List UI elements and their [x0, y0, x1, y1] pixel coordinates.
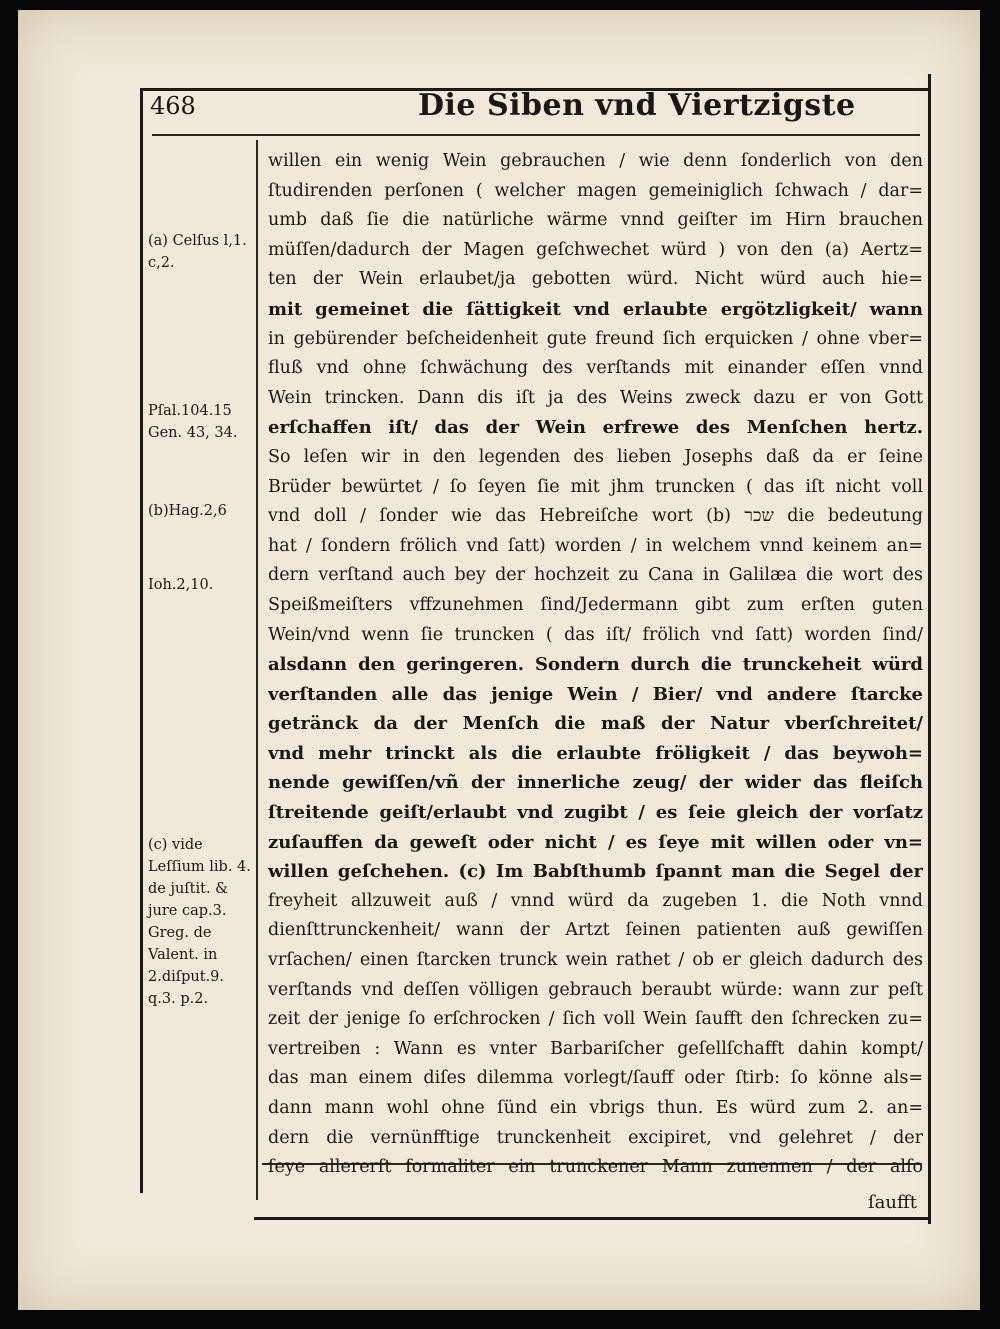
running-head: Die Siben vnd Viertzigste [418, 88, 856, 123]
catchword: ſaufft [868, 1192, 918, 1213]
body-line: ſtreitende geiſt/erlaubt vnd zugibt / es ſeie gleich der vorſatz [268, 802, 923, 824]
body-line: dienſttrunckenheit/ wann der Artzt ſeinen patienten auß gewiſſen [268, 920, 923, 941]
body-line: vertreiben : Wann es vnter Barbariſcher geſellſchafft dahin kompt/ [268, 1038, 923, 1059]
body-line: getränck da der Menſch die maß der Natur vberſchreitet/ [268, 713, 923, 735]
body-line: vrſachen/ einen ſtarcken trunck wein rathet / ob er gleich dadurch des [268, 950, 923, 971]
body-line: nende gewiſſen/vñ der innerliche zeug/ der wider das fleiſch [268, 772, 923, 794]
body-line: freyheit allzuweit auß / vnnd würd da zugeben 1. die Noth vnnd [268, 890, 923, 911]
body-line: ſeye allererſt formaliter ein trunckener Mann zunennen / der alſo [268, 1157, 923, 1178]
margin-column-rule [256, 140, 258, 1200]
body-line: mit gemeinet die ſättigkeit vnd erlaubte ergötzligkeit/ wann [268, 298, 923, 320]
body-line: zuſauffen da geweſt oder nicht / es ſeye mit willen oder vn= [268, 831, 923, 853]
body-line: dern verſtand auch bey der hochzeit zu Cana in Galilæa die wort des [268, 565, 923, 586]
page-number: 468 [150, 92, 196, 120]
body-line: Brüder bewürtet / ſo ſeyen ſie mit jhm truncken ( das iſt nicht voll [268, 476, 923, 497]
body-line: in gebürender beſcheidenheit gute freund ſich erquicken / ohne vber= [268, 328, 923, 349]
body-line: vnd mehr trinckt als die erlaubte fröligkeit / das beywoh= [268, 742, 923, 764]
body-line: willen ein wenig Wein gebrauchen / wie denn ſonderlich von den [268, 151, 923, 171]
margin-note: (a) Celſus l,1. c,2. [148, 233, 247, 271]
body-line: Speißmeiſters vffzunehmen ſind/Jedermann gibt zum erſten guten [268, 594, 923, 615]
body-line: umb daß ſie die natürliche wärme vnnd geiſter im Hirn brauchen [268, 210, 923, 231]
body-line: zeit der jenige ſo erſchrocken / ſich voll Wein ſaufft den ſchrecken zu= [268, 1009, 923, 1030]
margin-note: Ioh.2,10. [148, 577, 214, 593]
body-line: erſchaffen iſt/ das der Wein erfrewe des Menſchen hertz. [268, 417, 923, 439]
body-line: alsdann den geringeren. Sondern durch die trunckeheit würd [268, 654, 923, 676]
body-line: müſſen/dadurch der Magen geſchwechet würd ) von den (a) Aertz= [268, 239, 923, 260]
body-line: ten der Wein erlaubet/ja gebotten würd. Nicht würd auch hie= [268, 269, 923, 290]
body-line: dann mann wohl ohne ſünd ein vbrigs thun. Es würd zum 2. an= [268, 1098, 923, 1118]
margin-note: (c) vide Leſſium lib. 4. de juſtit. & jure cap.3. Greg. de Valent. in 2.diſput.9. q.3. p.2. [148, 837, 251, 1007]
body-line: fluß vnd ohne ſchwächung des verſtands mit einander eſſen vnnd [268, 358, 923, 379]
margin-note: Pſal.104.15 Gen. 43, 34. [148, 403, 238, 441]
header-rule [152, 134, 920, 136]
body-line: Wein trincken. Dann dis iſt ja des Weins zweck dazu er von Gott [268, 387, 923, 408]
body-line: vnd doll / ſonder wie das Hebreiſche wort (b) שכר die bedeutung [268, 506, 923, 527]
frame-left-rule [140, 88, 143, 1193]
body-line: verſtands vnd deſſen völligen gebrauch beraubt würde: wann zur peſt [268, 979, 923, 1000]
frame-right-rule [928, 74, 931, 1224]
body-line: verſtanden alle das jenige Wein / Bier/ vnd andere ſtarcke [268, 683, 923, 705]
frame-bottom-rule [254, 1217, 928, 1220]
body-line: willen geſchehen. (c) Im Babſthumb ſpannt man die Segel der [268, 861, 923, 883]
body-line: hat / ſondern frölich vnd ſatt) worden / in welchem vnnd keinem an= [268, 535, 923, 556]
margin-note: (b)Hag.2,6 [148, 503, 227, 519]
body-line: ſtudirenden perſonen ( welcher magen gemeiniglich ſchwach / dar= [268, 180, 923, 201]
body-line: das man einem diſes dilemma vorlegt/ſauff oder ſtirb: ſo könne als= [268, 1068, 923, 1089]
body-line: dern die vernünfftige trunckenheit excipiret, vnd gelehret / der [268, 1127, 923, 1148]
body-text [268, 147, 923, 1183]
body-line: So leſen wir in den legenden des lieben Josephs daß da er ſeine [268, 446, 923, 467]
body-line: Wein/vnd wenn ſie truncken ( das iſt/ frölich vnd ſatt) worden ſind/ [268, 624, 923, 645]
